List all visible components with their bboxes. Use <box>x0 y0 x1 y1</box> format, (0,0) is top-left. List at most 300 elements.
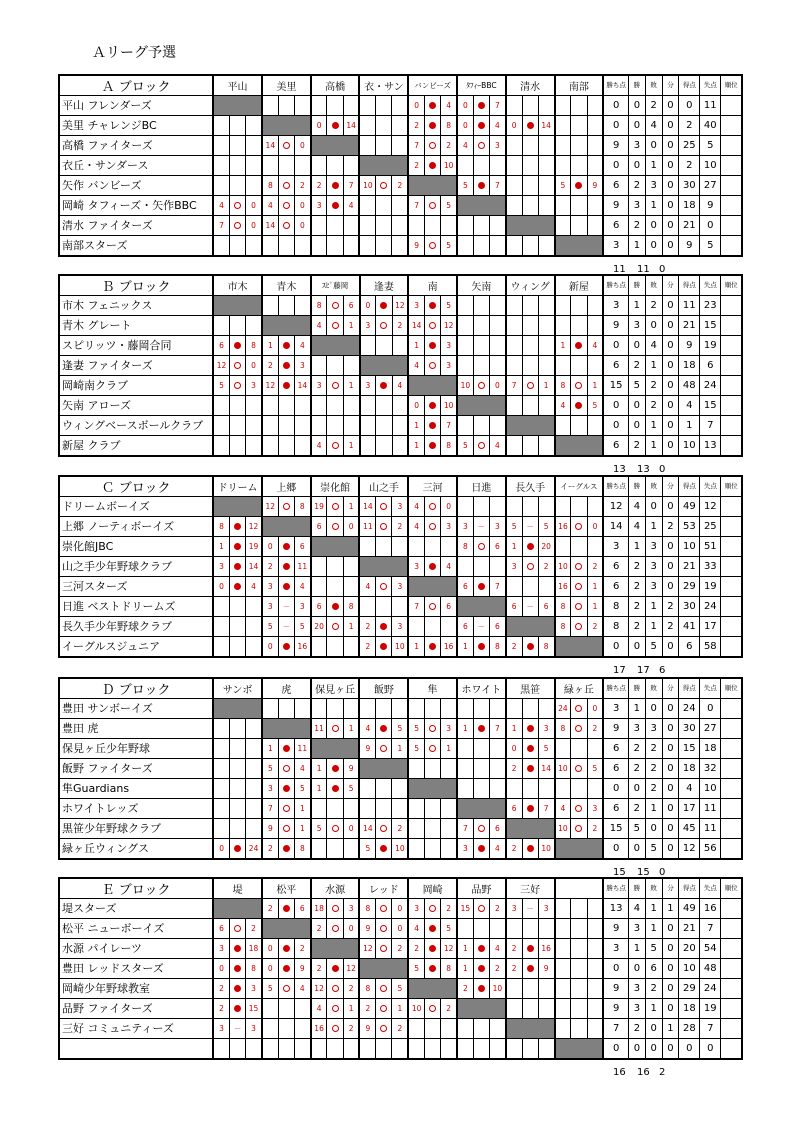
result-mark <box>327 316 343 336</box>
loss-mark-icon <box>478 643 485 650</box>
draws: 0 <box>662 637 679 658</box>
score-for: 3 <box>262 577 278 597</box>
loss-mark-icon <box>332 965 339 972</box>
result-mark <box>229 537 245 557</box>
wins: 0 <box>628 779 645 799</box>
result-mark <box>229 236 245 257</box>
stat-header-gf: 得点 <box>679 476 700 497</box>
result-mark <box>278 497 294 517</box>
win-mark-icon <box>429 202 436 209</box>
runs-against: 5 <box>700 236 721 257</box>
league-block <box>58 274 743 475</box>
score-for: 5 <box>408 719 424 739</box>
stat-header-pts: 勝ち点 <box>603 75 628 96</box>
loss-mark-icon <box>234 1005 241 1012</box>
score-for <box>213 116 229 136</box>
score-for <box>213 416 229 436</box>
score-for: 3 <box>408 899 424 919</box>
self-match-cell <box>213 497 262 517</box>
score-against <box>343 637 359 658</box>
losses: 5 <box>645 939 662 959</box>
score-against <box>392 416 408 436</box>
score-against <box>294 1039 310 1060</box>
runs-against: 18 <box>700 739 721 759</box>
result-mark <box>425 557 441 577</box>
points: 6 <box>603 356 628 376</box>
score-against: 6 <box>343 296 359 316</box>
score-against <box>294 96 310 116</box>
block-totals <box>613 1067 703 1079</box>
result-mark <box>571 759 587 779</box>
score-for: 0 <box>213 839 229 860</box>
stat-header-l: 敗 <box>645 275 662 296</box>
runs-against: 0 <box>700 216 721 236</box>
rank <box>721 939 742 959</box>
rank <box>721 196 742 216</box>
result-mark <box>571 999 587 1019</box>
runs-against: 11 <box>700 96 721 116</box>
result-mark <box>425 396 441 416</box>
score-against: 6 <box>294 537 310 557</box>
score-against <box>343 396 359 416</box>
losses: 2 <box>645 779 662 799</box>
self-match-cell <box>311 739 360 759</box>
score-against <box>343 577 359 597</box>
score-for: 8 <box>359 899 375 919</box>
score-for <box>555 739 571 759</box>
score-for: 4 <box>311 436 327 457</box>
result-mark <box>376 699 392 719</box>
rank <box>721 96 742 116</box>
result-mark <box>571 779 587 799</box>
win-mark-icon <box>429 725 436 732</box>
score-for: 18 <box>311 899 327 919</box>
runs-for: 28 <box>679 1019 700 1039</box>
score-for: 6 <box>311 597 327 617</box>
team-name: 緑ヶ丘ウィングス <box>59 839 213 860</box>
score-for: 2 <box>457 979 473 999</box>
opponent-header: ウィング <box>506 275 555 296</box>
score-for: 11 <box>311 719 327 739</box>
win-mark-icon <box>575 705 582 712</box>
loss-mark-icon <box>234 945 241 952</box>
score-against: 14 <box>538 759 554 779</box>
score-for <box>506 156 522 176</box>
total-value: 0 <box>659 867 666 878</box>
points: 6 <box>603 436 628 457</box>
score-for: 4 <box>213 196 229 216</box>
result-mark <box>229 719 245 739</box>
rank <box>721 236 742 257</box>
score-against: 2 <box>587 719 603 739</box>
league-block <box>58 877 743 1078</box>
score-against: 2 <box>490 899 506 919</box>
result-mark <box>229 376 245 396</box>
points: 0 <box>603 839 628 860</box>
result-mark <box>473 316 489 336</box>
result-mark <box>473 376 489 396</box>
score-for: 2 <box>359 617 375 637</box>
score-against <box>587 156 603 176</box>
stat-header-gf: 得点 <box>679 275 700 296</box>
result-mark <box>522 497 538 517</box>
score-for <box>213 176 229 196</box>
result-mark <box>425 899 441 919</box>
score-for <box>213 637 229 658</box>
result-mark <box>522 719 538 739</box>
score-for <box>311 637 327 658</box>
loss-mark-icon <box>478 122 485 129</box>
points: 3 <box>603 236 628 257</box>
loss-mark-icon <box>429 342 436 349</box>
score-against <box>587 196 603 216</box>
score-against: 1 <box>294 819 310 839</box>
score-for: 10 <box>555 819 571 839</box>
team-row <box>59 96 742 116</box>
score-for: 14 <box>359 819 375 839</box>
score-against <box>538 577 554 597</box>
score-against: 4 <box>441 96 457 116</box>
score-for: 12 <box>213 356 229 376</box>
score-for: 4 <box>555 799 571 819</box>
points: 13 <box>603 899 628 919</box>
score-against <box>538 999 554 1019</box>
result-mark <box>376 597 392 617</box>
draws: 0 <box>662 719 679 739</box>
win-mark-icon <box>332 825 339 832</box>
score-for <box>311 96 327 116</box>
score-for: 5 <box>311 819 327 839</box>
rank <box>721 999 742 1019</box>
score-for: 5 <box>213 376 229 396</box>
score-for: 8 <box>311 296 327 316</box>
losses: 1 <box>645 617 662 637</box>
draws: 0 <box>662 779 679 799</box>
runs-against: 11 <box>700 799 721 819</box>
draws: 0 <box>662 979 679 999</box>
result-mark <box>229 617 245 637</box>
draws: 0 <box>662 296 679 316</box>
result-mark <box>376 497 392 517</box>
result-mark <box>229 839 245 860</box>
wins: 3 <box>628 316 645 336</box>
result-mark <box>571 136 587 156</box>
result-mark <box>522 436 538 457</box>
result-mark <box>327 959 343 979</box>
result-mark <box>425 436 441 457</box>
runs-for: 25 <box>679 136 700 156</box>
result-mark <box>425 236 441 257</box>
wins: 0 <box>628 116 645 136</box>
self-match-cell <box>457 396 506 416</box>
score-against <box>294 416 310 436</box>
score-for: 1 <box>457 719 473 739</box>
self-match-cell <box>213 96 262 116</box>
win-mark-icon <box>283 825 290 832</box>
runs-for: 17 <box>679 799 700 819</box>
result-mark <box>571 316 587 336</box>
result-mark <box>571 1019 587 1039</box>
loss-mark-icon <box>283 845 290 852</box>
score-for: 5 <box>262 759 278 779</box>
score-against <box>489 759 505 779</box>
win-mark-icon <box>332 302 339 309</box>
score-against: 15 <box>246 999 262 1019</box>
result-mark <box>327 517 343 537</box>
rank <box>721 719 742 739</box>
loss-mark-icon <box>234 523 241 530</box>
score-for: 0 <box>311 116 327 136</box>
block-title: Ｂ ブロック <box>59 275 213 296</box>
result-mark <box>522 236 538 257</box>
points: 0 <box>603 96 628 116</box>
wins: 1 <box>628 699 645 719</box>
score-for <box>457 497 473 517</box>
score-for: 2 <box>262 899 278 919</box>
runs-for: 18 <box>679 196 700 216</box>
score-for: 1 <box>408 416 424 436</box>
points: 0 <box>603 336 628 356</box>
opponent-header: 新屋 <box>555 275 604 296</box>
score-against <box>587 919 603 939</box>
self-match-cell <box>555 1039 604 1060</box>
result-mark <box>571 196 587 216</box>
score-for: 4 <box>408 919 424 939</box>
stat-header-pts: 勝ち点 <box>603 476 628 497</box>
score-for: 12 <box>359 939 375 959</box>
result-mark <box>522 839 538 860</box>
wins: 0 <box>628 96 645 116</box>
score-for: 14 <box>262 216 278 236</box>
loss-mark-icon <box>380 302 387 309</box>
score-against <box>392 699 408 719</box>
draws: 0 <box>662 999 679 1019</box>
points: 3 <box>603 537 628 557</box>
win-mark-icon <box>478 442 485 449</box>
points: 3 <box>603 699 628 719</box>
loss-mark-icon <box>527 845 534 852</box>
draws: 0 <box>662 839 679 860</box>
result-mark <box>278 356 294 376</box>
score-for <box>359 196 375 216</box>
score-against: 2 <box>392 819 408 839</box>
self-match-cell <box>311 939 360 959</box>
score-against <box>294 396 310 416</box>
draws: 0 <box>662 739 679 759</box>
score-against: 3 <box>587 799 603 819</box>
score-against: 5 <box>441 296 457 316</box>
score-against: 0 <box>587 517 603 537</box>
runs-for: 9 <box>679 236 700 257</box>
result-mark <box>425 497 441 517</box>
rank <box>721 1039 742 1060</box>
opponent-header: 逢妻 <box>360 275 409 296</box>
result-mark <box>522 739 538 759</box>
runs-against: 23 <box>700 296 721 316</box>
stat-header-d: 分 <box>662 476 679 497</box>
stat-header-pts: 勝ち点 <box>603 678 628 699</box>
standings-table <box>58 877 743 1060</box>
score-against <box>538 296 554 316</box>
loss-mark-icon <box>527 643 534 650</box>
self-match-cell <box>555 839 604 860</box>
score-against: 14 <box>538 116 554 136</box>
score-against: 14 <box>294 376 310 396</box>
result-mark <box>522 759 538 779</box>
result-mark <box>229 156 245 176</box>
score-against: 9 <box>538 959 554 979</box>
team-name: 市木 フェニックス <box>59 296 213 316</box>
score-for <box>213 156 229 176</box>
result-mark <box>522 396 538 416</box>
standings-table <box>58 475 743 658</box>
self-match-cell <box>506 617 555 637</box>
score-against <box>246 637 262 658</box>
stat-header-gf: 得点 <box>679 878 700 899</box>
runs-against: 32 <box>700 759 721 779</box>
score-against: 3 <box>538 899 554 919</box>
score-against <box>441 759 457 779</box>
result-mark <box>522 296 538 316</box>
team-row <box>59 336 742 356</box>
score-for <box>506 577 522 597</box>
runs-against: 9 <box>700 196 721 216</box>
win-mark-icon <box>575 523 582 530</box>
result-mark <box>229 116 245 136</box>
loss-mark-icon <box>429 965 436 972</box>
result-mark <box>376 537 392 557</box>
result-mark <box>376 136 392 156</box>
score-against <box>294 156 310 176</box>
result-mark <box>327 396 343 416</box>
loss-mark-icon <box>478 725 485 732</box>
team-row <box>59 356 742 376</box>
score-for <box>213 136 229 156</box>
score-for: 8 <box>555 376 571 396</box>
score-against: 5 <box>441 919 457 939</box>
opponent-header: 緑ヶ丘 <box>555 678 604 699</box>
score-against <box>538 96 554 116</box>
opponent-header: サンボ <box>213 678 262 699</box>
losses: 1 <box>645 436 662 457</box>
losses: 6 <box>645 959 662 979</box>
score-against <box>246 597 262 617</box>
score-for: 10 <box>359 176 375 196</box>
self-match-cell <box>359 557 408 577</box>
stat-header-l: 敗 <box>645 476 662 497</box>
rank <box>721 779 742 799</box>
loss-mark-icon <box>478 985 485 992</box>
runs-against: 54 <box>700 939 721 959</box>
score-against: 8 <box>441 116 457 136</box>
result-mark <box>424 739 440 759</box>
win-mark-icon <box>429 503 436 510</box>
score-against: 4 <box>294 577 310 597</box>
runs-for: 2 <box>679 116 700 136</box>
score-against: 7 <box>343 176 359 196</box>
loss-mark-icon <box>234 845 241 852</box>
stat-header-rank: 順位 <box>721 878 742 899</box>
total-value: 17 <box>613 665 626 676</box>
team-row <box>59 517 742 537</box>
loss-mark-icon <box>283 785 290 792</box>
score-against <box>587 136 603 156</box>
result-mark <box>571 396 587 416</box>
score-against: 8 <box>294 497 310 517</box>
score-for: 2 <box>408 116 424 136</box>
loss-mark-icon <box>332 603 339 610</box>
score-for <box>457 919 473 939</box>
team-name: 逢妻 ファイターズ <box>59 356 213 376</box>
result-mark <box>376 719 392 739</box>
result-mark <box>425 1019 441 1039</box>
losses: 0 <box>645 316 662 336</box>
loss-mark-icon <box>429 302 436 309</box>
wins: 3 <box>628 196 645 216</box>
self-match-cell <box>457 999 506 1019</box>
score-for <box>555 156 571 176</box>
opponent-header: 南 <box>408 275 457 296</box>
score-against <box>538 979 554 999</box>
team-row <box>59 557 742 577</box>
score-against <box>246 156 262 176</box>
score-for: 6 <box>457 617 473 637</box>
team-row <box>59 196 742 216</box>
score-against <box>392 236 408 257</box>
win-mark-icon <box>575 805 582 812</box>
points: 9 <box>603 999 628 1019</box>
wins: 2 <box>628 216 645 236</box>
score-for: 8 <box>555 597 571 617</box>
result-mark <box>229 979 245 999</box>
score-for: 0 <box>408 96 424 116</box>
runs-for: 9 <box>679 336 700 356</box>
draws: 0 <box>662 116 679 136</box>
points: 12 <box>603 497 628 517</box>
score-against: 2 <box>392 176 408 196</box>
draws: 0 <box>662 216 679 236</box>
result-mark <box>425 336 441 356</box>
result-mark <box>522 96 538 116</box>
result-mark: － <box>522 517 538 537</box>
result-mark <box>425 517 441 537</box>
score-against: 8 <box>294 839 310 860</box>
win-mark-icon <box>332 725 339 732</box>
result-mark <box>229 356 245 376</box>
runs-against: 0 <box>700 1039 721 1060</box>
team-row <box>59 759 742 779</box>
opponent-header: 三河 <box>408 476 457 497</box>
wins: 3 <box>628 719 645 739</box>
runs-against: 5 <box>700 136 721 156</box>
team-name: 岡崎南クラブ <box>59 376 213 396</box>
points: 6 <box>603 557 628 577</box>
score-for: 15 <box>457 899 473 919</box>
score-for: 1 <box>262 336 278 356</box>
win-mark-icon <box>380 825 387 832</box>
loss-mark-icon <box>527 725 534 732</box>
score-for: 6 <box>457 577 473 597</box>
score-against: 1 <box>392 739 408 759</box>
points: 7 <box>603 1019 628 1039</box>
result-mark <box>522 637 538 658</box>
rank <box>721 759 742 779</box>
score-against: 10 <box>392 839 408 860</box>
score-against: 0 <box>294 196 310 216</box>
losses: 3 <box>645 719 662 739</box>
score-against <box>489 739 505 759</box>
result-mark <box>278 637 294 658</box>
